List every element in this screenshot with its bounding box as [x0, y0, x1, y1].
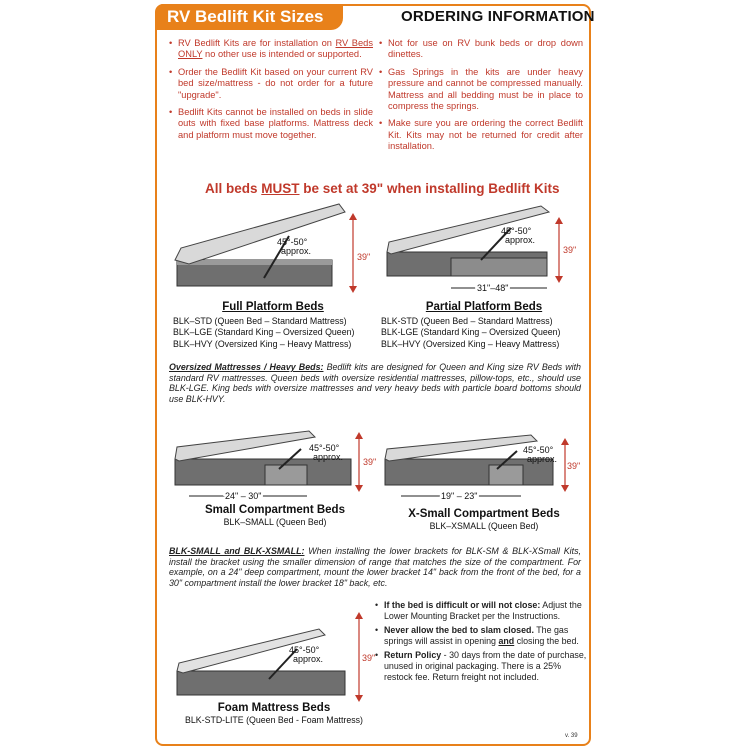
angle-label: 45°-50°: [277, 237, 308, 247]
small-kits-note: [169, 546, 581, 588]
partial-deck: [451, 258, 547, 276]
note-text: Order the Bedlift Kit based on your current RV bed size/mattress - do not order for a future "upgrade".: [178, 66, 373, 100]
tip-text: The gas springs will assist in opening: [384, 625, 569, 646]
must-text: All beds: [205, 181, 262, 196]
note-item: • Not for use on RV bunk beds or drop down dinettes.: [379, 38, 583, 61]
angle-label: 45°-50°: [501, 226, 532, 236]
kit-line: BLK–XSMALL (Queen Bed): [429, 520, 539, 531]
arrow-head: [355, 432, 363, 439]
note-text: Bedlift Kits cannot be installed on beds in slide outs with fixed base platforms. Mattress deck and platform must move together.: [178, 107, 373, 140]
small-compartment-title: Small Compartment Beds: [205, 504, 345, 516]
version-label: v. 39: [565, 733, 578, 739]
note-item: [169, 38, 373, 61]
oversized-note: [169, 362, 581, 404]
kit-sizes-card: [155, 0, 595, 750]
xsmall-compartment-diagram: [381, 425, 587, 505]
tip-text: - 30 days from the date of purchase, unused in original packaging. There is a 25% restock fee. Return freight not included.: [384, 650, 587, 682]
notes-right: [379, 38, 583, 159]
note-text: no other use is intended or supported.: [202, 49, 362, 60]
height-label: 39": [363, 457, 377, 467]
width-label: 31"–48": [477, 283, 509, 293]
kit-line: BLK–HVY (Oversized King – Heavy Mattress): [173, 338, 352, 349]
note-lead: Oversized Mattresses / Heavy Beds:: [169, 362, 324, 372]
bed-base: [175, 459, 351, 485]
angle-label: 45°-50°: [309, 443, 340, 453]
partial-platform-diagram: [381, 198, 587, 298]
must-text: be set at 39" when installing Bedlift Kits: [299, 181, 560, 196]
arrow-head: [349, 286, 357, 293]
compartment: [489, 465, 523, 485]
tips-list: [375, 600, 587, 686]
arrow-head: [561, 485, 569, 492]
bed-base: [177, 671, 345, 695]
must-39-notice: [205, 181, 559, 196]
height-label: 39": [362, 653, 376, 663]
kit-line: BLK–STD (Queen Bed – Standard Mattress): [173, 315, 347, 326]
tip-lead: If the bed is difficult or will not close:: [384, 600, 541, 610]
tip-lead: Return Policy: [384, 650, 442, 661]
tip-lead: Never allow the bed to slam closed.: [384, 625, 534, 636]
kit-line: BLK-STD-LITE (Queen Bed - Foam Mattress): [185, 714, 363, 725]
height-label: 39": [563, 245, 577, 255]
arrow-head: [561, 438, 569, 445]
approx-label: approx.: [293, 654, 324, 664]
note-item: [169, 67, 373, 101]
height-label: 39": [567, 461, 581, 471]
width-label: 24" – 30": [225, 491, 262, 501]
kit-line: BLK–SMALL (Queen Bed): [223, 516, 327, 527]
arrow-head: [349, 213, 357, 220]
mattress: [385, 435, 537, 461]
ordering-info-heading: ORDERING INFORMATION: [401, 8, 595, 25]
arrow-head: [355, 695, 363, 702]
angle-label: 45°-50°: [523, 445, 554, 455]
mattress: [175, 204, 345, 264]
kit-line: BLK-STD (Queen Bed – Standard Mattress): [381, 315, 553, 326]
tip-item: [375, 625, 587, 646]
approx-label: approx.: [527, 454, 558, 464]
must-emphasis: MUST: [261, 181, 300, 196]
small-compartment-diagram: [169, 425, 381, 505]
kit-line: BLK–HVY (Oversized King – Heavy Mattress): [381, 338, 560, 349]
note-text: Bedlift kits are designed for Queen and King size RV Beds with standard RV mattresses. Queen beds with oversize residential mattresses, pillow-tops, etc., should use BLK-LGE. King beds with oversize mattresses and very heavy beds with particle board bottoms should use BLK-HVY.: [169, 362, 581, 404]
rv-beds-only: RV Beds ONLY: [178, 38, 373, 60]
note-item: • Make sure you are ordering the correct Bedlift Kit. Kits may not be returned for credit after installation.: [379, 118, 583, 152]
foam-block: [169, 703, 379, 726]
tip-emphasis: and: [498, 635, 515, 646]
partial-platform-block: [381, 302, 587, 350]
angle-label: 45°-50°: [289, 645, 320, 655]
height-label: 39": [357, 252, 371, 262]
approx-label: approx.: [313, 452, 344, 462]
card-title: RV Bedlift Kit Sizes: [157, 4, 343, 30]
tip-item: [375, 650, 587, 682]
width-label: 19" – 23": [441, 491, 478, 501]
note-item: • Gas Springs in the kits are under heavy pressure and cannot be compressed manually. Mattress and all bedding must be in place to compress the springs.: [379, 67, 583, 113]
notes-left: [169, 38, 373, 147]
arrow-head: [355, 612, 363, 619]
note-text: RV Bedlift Kits are for installation on: [178, 38, 336, 48]
note-item: [169, 107, 373, 141]
tip-text: closing the bed.: [514, 635, 579, 646]
approx-label: approx.: [505, 235, 536, 245]
full-platform-diagram: [169, 198, 379, 298]
foam-title: Foam Mattress Beds: [217, 702, 331, 714]
tip-text: Adjust the Lower Mounting Bracket per the Instructions.: [384, 600, 582, 621]
partial-platform-title: Partial Platform Beds: [425, 301, 543, 313]
note-lead: BLK-SMALL and BLK-XSMALL:: [169, 546, 305, 556]
kit-line: BLK–LGE (Standard King – Oversized Queen): [173, 327, 355, 337]
small-compartment-block: [169, 505, 381, 528]
note-text: When installing the lower brackets for BLK-SM & BLK-XSmall Kits, install the bracket using the smaller dimension of range that matches the size of the compartment. For example, on a 24" deep compartment, mount the lower bracket 14" back from the front of the bed, for a 30" compartment install the lower bracket 18" back, etc.: [169, 546, 581, 588]
foam-mattress-diagram: [169, 605, 379, 705]
arrow-head: [555, 217, 563, 224]
xsmall-compartment-title: X-Small Compartment Beds: [408, 508, 560, 520]
arrow-head: [355, 485, 363, 492]
arrow-head: [555, 276, 563, 283]
tip-item: [375, 600, 587, 621]
xsmall-compartment-block: [381, 509, 587, 532]
full-platform-title: Full Platform Beds: [222, 301, 324, 313]
kit-line: BLK-LGE (Standard King – Oversized Queen): [381, 327, 561, 337]
approx-label: approx.: [281, 246, 312, 256]
compartment: [265, 465, 307, 485]
full-platform-block: [173, 302, 373, 350]
